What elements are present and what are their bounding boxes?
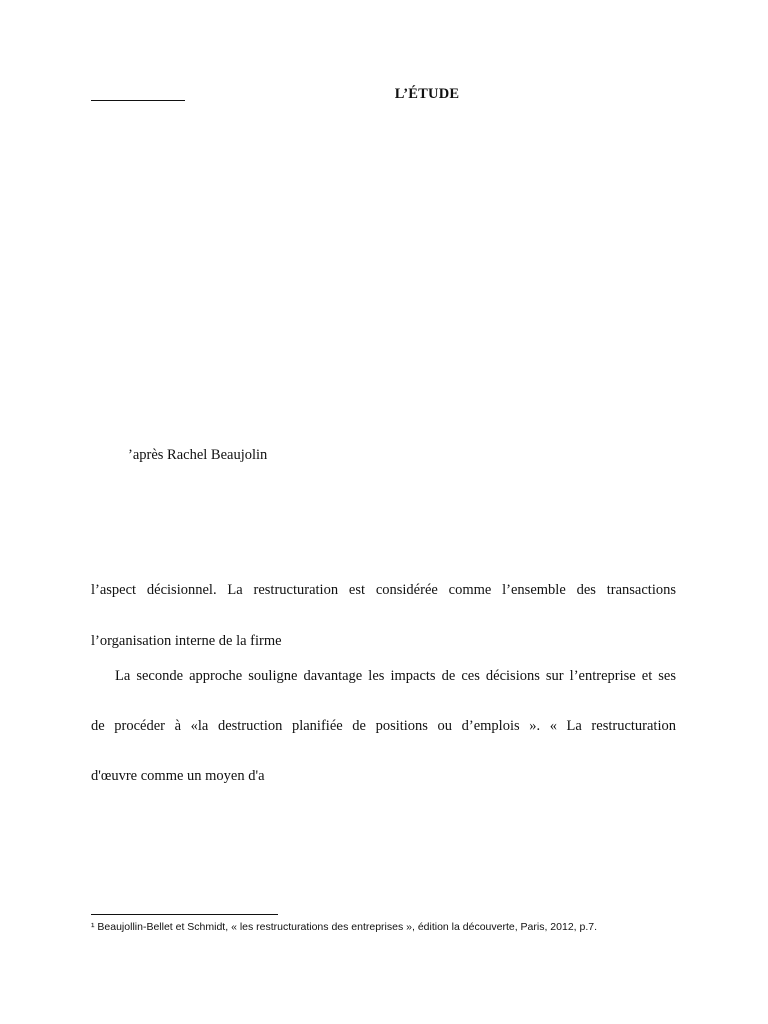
text-line: l’aspect décisionnel. La restructuration est considérée comme l’ensemble des transactions <box>91 582 676 598</box>
footnote: ¹ Beaujollin-Bellet et Schmidt, « les restructurations des entreprises », édition la découverte, Paris, 2012, p.7. <box>91 921 598 933</box>
text-line: La seconde approche souligne davantage les impacts de ces décisions sur l’entreprise et ses <box>115 668 676 684</box>
text-line: de procéder à «la destruction planifiée de positions ou d’emplois ». « La restructuration <box>91 718 676 734</box>
text-line: ’après Rachel Beaujolin <box>128 447 268 463</box>
text-line: d'œuvre comme un moyen d'a <box>91 768 265 784</box>
footnote-rule <box>91 914 278 915</box>
page-title: L’ÉTUDE <box>394 86 460 102</box>
text-line: l’organisation interne de la firme <box>91 633 282 649</box>
